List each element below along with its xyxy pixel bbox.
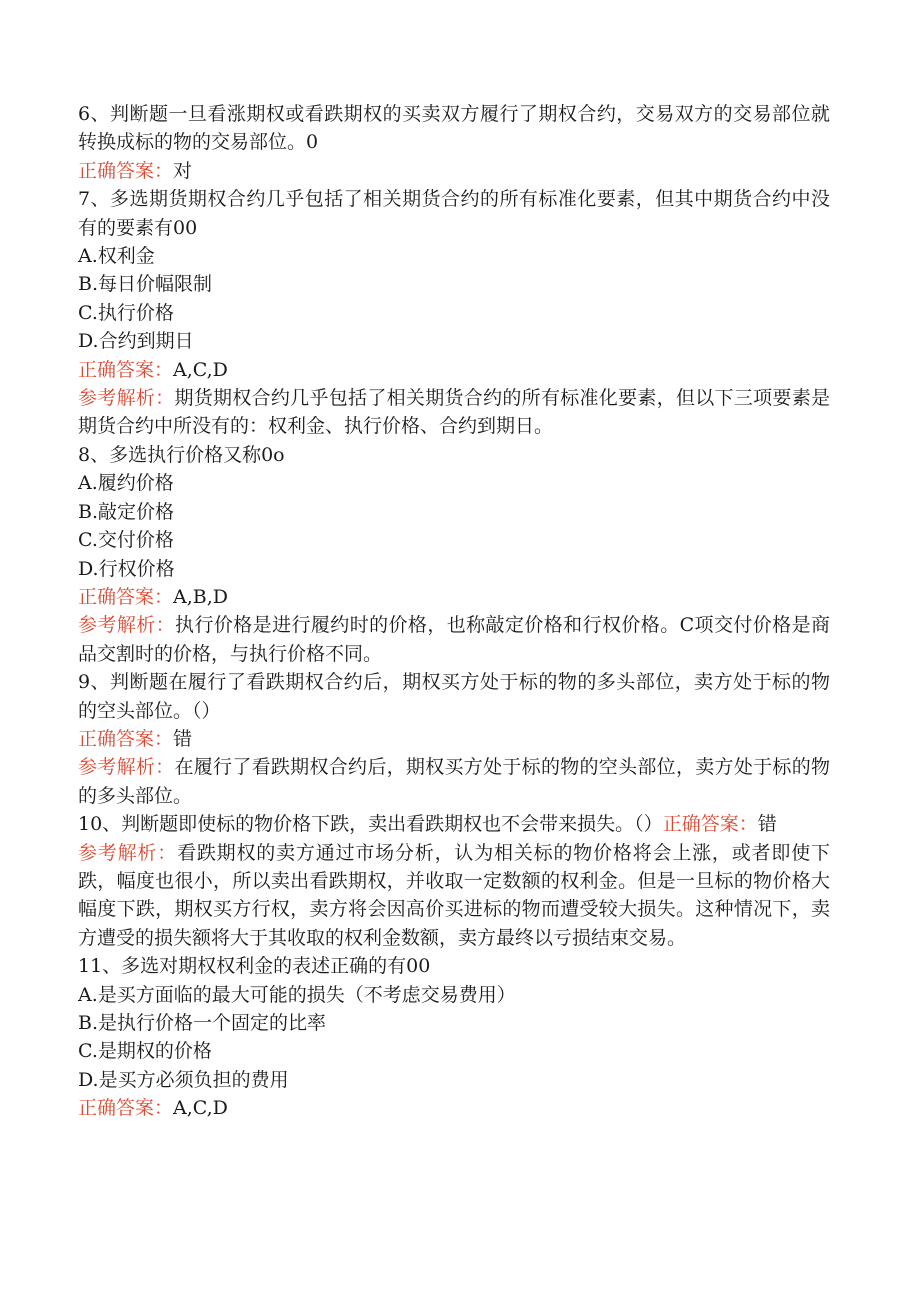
question-7-answer [78, 356, 830, 384]
analysis-label: 参考解析： [78, 387, 175, 410]
answer-label: 正确答案： [78, 727, 174, 750]
question-11-answer [78, 1094, 830, 1122]
question-7-option-a: A.权利金 [78, 245, 155, 268]
question-10-stem: 10、判断题即使标的物价格下跌，卖出看跌期权也不会带来损失。（） [78, 813, 663, 836]
answer-value: 对 [173, 159, 193, 182]
analysis-text: 执行价格是进行履约时的价格，也称敲定价格和行权价格。C项交付价格是商品交割时的价格，与执行价格不同。 [78, 614, 830, 665]
question-8-option-d: D.行权价格 [78, 557, 175, 580]
analysis-label: 参考解析： [78, 756, 175, 779]
analysis-label: 参考解析： [78, 841, 178, 864]
answer-value: 错 [757, 813, 777, 836]
answer-value: 错 [173, 727, 193, 750]
answer-value: A,C,D [173, 1097, 228, 1120]
answer-label: 正确答案： [78, 1097, 174, 1120]
question-8-option-a: A.履约价格 [78, 472, 174, 495]
question-7-option-c: C.执行价格 [78, 301, 174, 324]
question-6-text: 6、判断题一旦看涨期权或看跌期权的买卖双方履行了期权合约，交易双方的交易部位就转换成标的物的交易部位。0 [78, 103, 830, 154]
question-7-option-d: D.合约到期日 [78, 330, 194, 353]
answer-value: A,C,D [173, 358, 228, 381]
question-8-option-b: B.敲定价格 [78, 500, 175, 523]
question-11-option-c: C.是期权的价格 [78, 1040, 212, 1063]
analysis-label: 参考解析： [78, 614, 176, 637]
question-7-option-b: B.每日价幅限制 [78, 273, 213, 296]
question-7-analysis [78, 384, 830, 441]
analysis-text: 看跌期权的卖方通过市场分析，认为相关标的物价格将会上涨，或者即使下跌，幅度也很小，所以卖出看跌期权，并收取一定数额的权利金。但是一旦标的物价格大幅度下跌，期权买方行权，卖方将会因高价买进标的物而遭受较大损失。这种情况下，卖方遭受的损失额将大于其收取的权利金数额，卖方最终以亏损结束交易。 [78, 841, 830, 949]
analysis-text: 期货期权合约几乎包括了相关期货合约的所有标准化要素，但以下三项要素是期货合约中所没有的：权利金、执行价格、合约到期日。 [78, 387, 830, 438]
answer-label: 正确答案： [662, 813, 758, 836]
question-9-text: 9、判断题在履行了看跌期权合约后，期权买方处于标的物的多头部位，卖方处于标的物的空头部位。（） [78, 671, 830, 722]
question-6-answer [78, 157, 830, 185]
answer-label: 正确答案： [78, 159, 174, 182]
question-10-text [78, 810, 830, 838]
question-9-analysis [78, 753, 830, 810]
question-11-option-d: D.是买方必须负担的费用 [78, 1068, 289, 1091]
document-page [78, 100, 830, 1123]
question-11-text: 11、多选对期权权利金的表述正确的有00 [78, 955, 431, 978]
question-8-answer [78, 583, 830, 611]
answer-label: 正确答案： [78, 358, 174, 381]
question-9-answer [78, 725, 830, 753]
question-11-option-b: B.是执行价格一个固定的比率 [78, 1012, 327, 1034]
answer-label: 正确答案： [78, 585, 174, 608]
question-8-analysis [78, 611, 830, 668]
question-7-text: 7、多选期货期权合约几乎包括了相关期货合约的所有标准化要素，但其中期货合约中没有的要素有00 [78, 188, 830, 239]
question-8-text: 8、多选执行价格又称0o [78, 443, 285, 466]
question-8-option-c: C.交付价格 [78, 529, 174, 552]
question-10-analysis [78, 839, 830, 953]
analysis-text: 在履行了看跌期权合约后，期权买方处于标的物的空头部位，卖方处于标的物的多头部位。 [78, 756, 830, 807]
question-11-option-a: A.是买方面临的最大可能的损失（不考虑交易费用） [78, 983, 516, 1006]
answer-value: A,B,D [173, 585, 229, 608]
